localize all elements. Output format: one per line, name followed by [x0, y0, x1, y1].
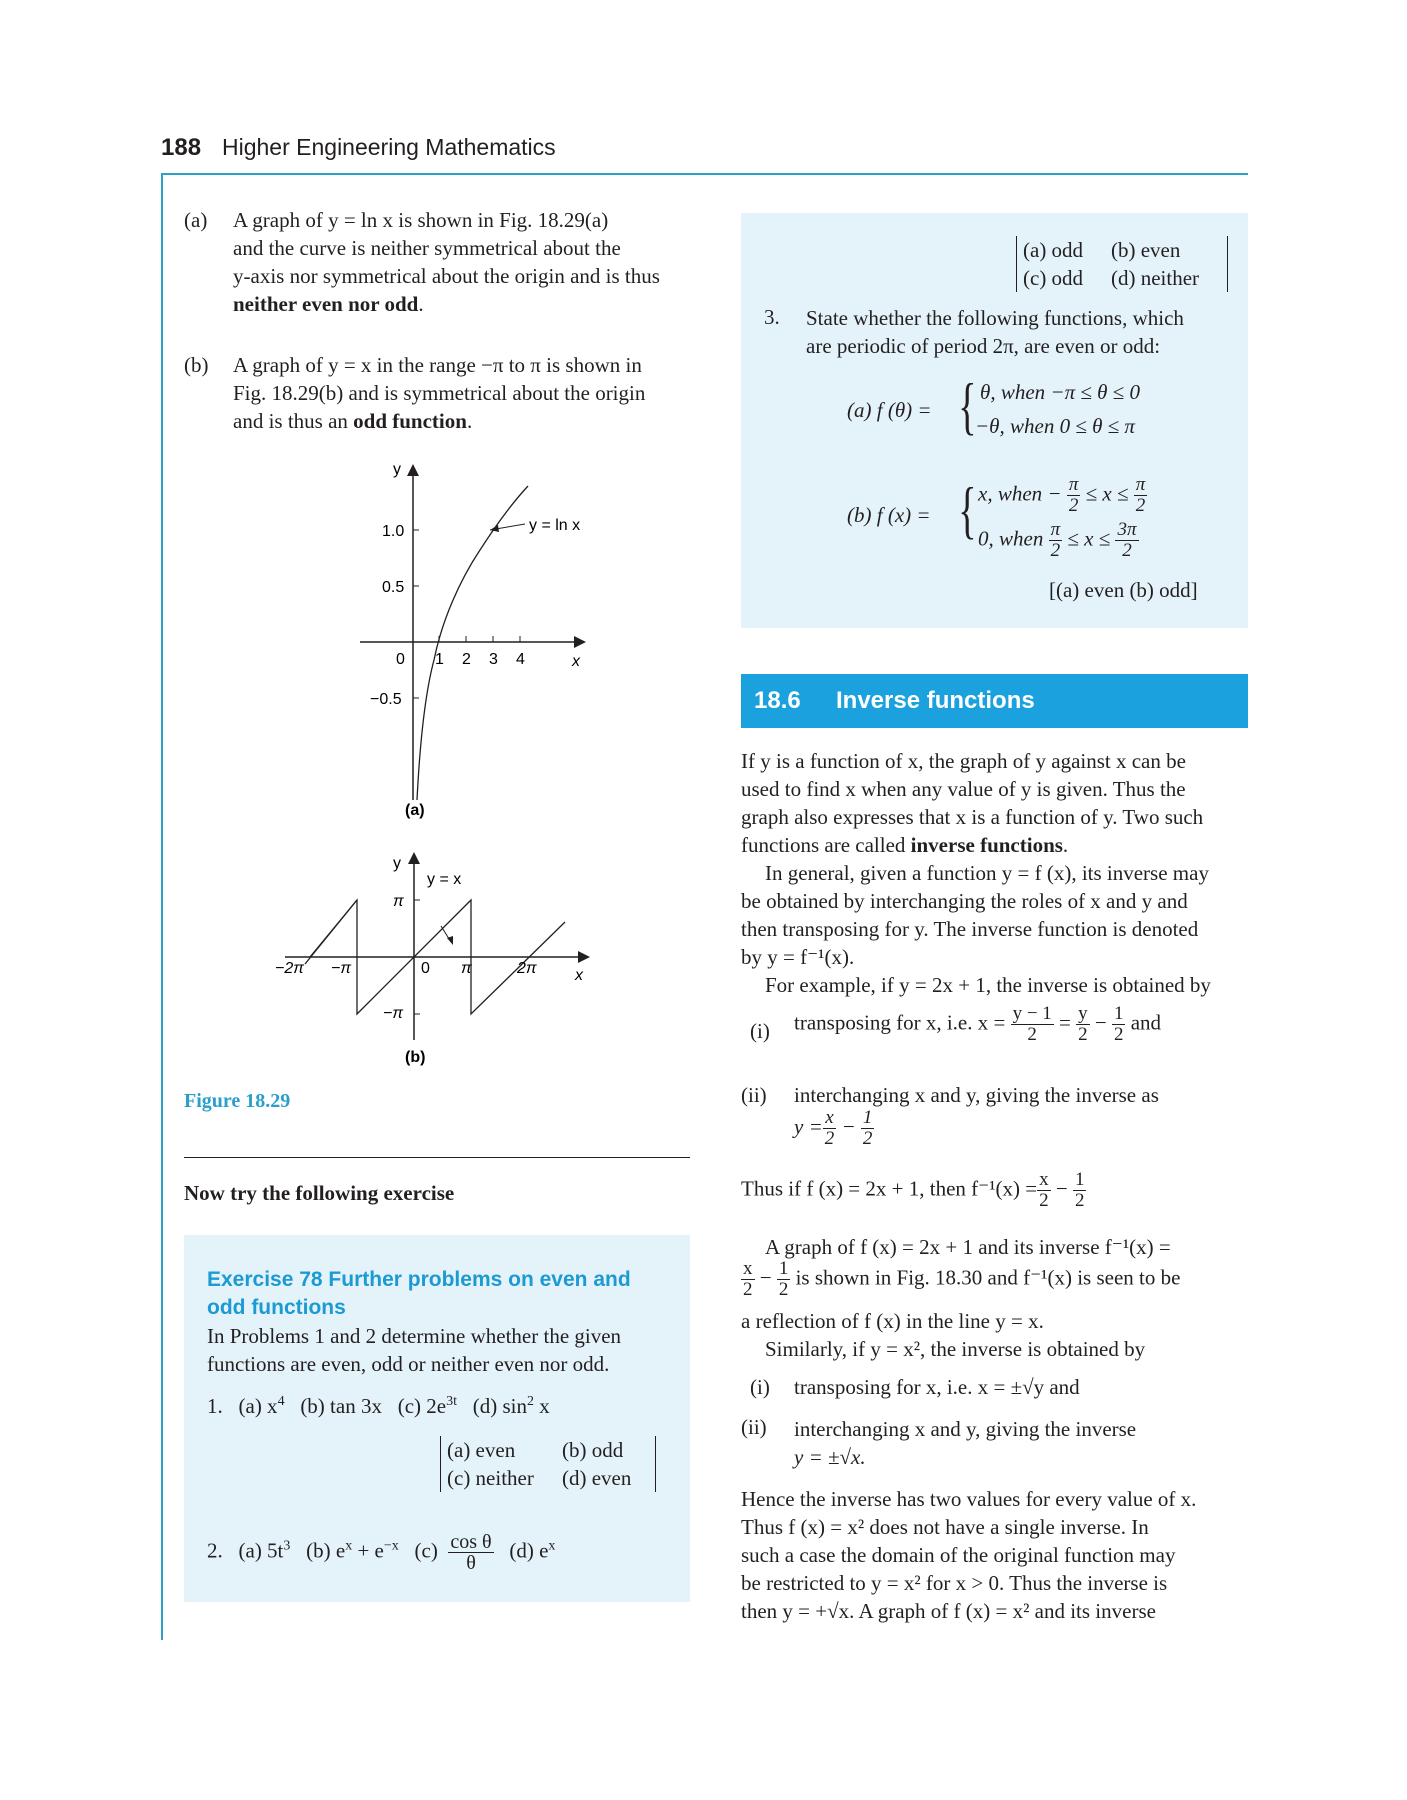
problem-1-answer: (a) even (b) odd (c) neither (d) even: [440, 1436, 656, 1492]
fig-b-xtick-2pi: 2π: [517, 960, 537, 977]
p3b-case-1: x, when − $\frac{\pi}{2}$ ≤ x ≤ $\frac{\pi}{2}$: [978, 474, 1146, 516]
graph-line-2: $\frac{x}{2}$ − $\frac{1}{2}$ is shown in Fig. 18.30 and f⁻¹(x) is seen to be: [743, 1258, 1181, 1300]
p3-answer: [(a) even (b) odd]: [1049, 578, 1198, 602]
problem-1: 1. (a) $x^4$ (b) tan 3x (c) $2e^{3t}$ (d) $\sin^2 x$: [207, 1394, 550, 1418]
fig-a-xtick-2: 2: [462, 651, 471, 668]
step-ii-text: interchanging x and y, giving the inverse as: [794, 1083, 1159, 1107]
hence-paragraph: Hence the inverse has two values for every value of x. Thus f (x) = x² does not have a single inverse. In such a case the domain of the original function may be restricted to y = x² for x > 0. Thus the inverse is then y = +√x. A graph of f (x) = x² and its inverse: [741, 1487, 1197, 1623]
step-i-text: transposing for x, i.e. x = $\frac{y - 1}{2}$ = $\frac{y}{2}$ − $\frac{1}{2}$ and: [794, 1003, 1162, 1045]
item-b-text: A graph of y = x in the range −π to π is shown in Fig. 18.29(b) and is symmetrical about the origin and is thus an odd function.: [233, 353, 646, 433]
fig-a-ytick-neg: −0.5: [370, 691, 402, 708]
fig-b-ytick-negpi: −π: [383, 1005, 404, 1022]
p3a-brace: {: [958, 370, 977, 441]
fig-b-caption: (b): [405, 1049, 426, 1066]
ln-curve: [417, 486, 528, 800]
fig-a-origin: 0: [396, 651, 405, 668]
figure-b-sawtooth-graph: [275, 850, 605, 1070]
header-rule: [161, 173, 1248, 175]
fig-a-x-label: x: [572, 653, 580, 670]
exercise-intro: In Problems 1 and 2 determine whether the given functions are even, odd or neither even nor odd.: [207, 1324, 622, 1376]
graph-line-1: A graph of f (x) = 2x + 1 and its inverse f⁻¹(x) =: [765, 1235, 1171, 1259]
p3b-lhs: (b) f (x) =: [847, 503, 931, 527]
step2-i-text: transposing for x, i.e. x = ±√y and: [794, 1375, 1080, 1399]
thus-line: Thus if f (x) = 2x + 1, then f⁻¹(x) = $\frac{x}{2}$ − $\frac{1}{2}$: [741, 1169, 1085, 1211]
x-axis-arrow: [574, 636, 586, 648]
fig-a-ytick-05: 0.5: [382, 579, 405, 596]
fig-a-xtick-4: 4: [516, 651, 525, 668]
try-heading: Now try the following exercise: [184, 1181, 455, 1205]
problem-3-text: State whether the following functions, which are periodic of period 2π, are even or odd:: [806, 306, 1184, 358]
fig-a-caption: (a): [405, 802, 425, 819]
fig-a-ytick-1: 1.0: [382, 523, 405, 540]
item-a-text: A graph of y = ln x is shown in Fig. 18.29(a) and the curve is neither symmetrical about the y-axis nor symmetrical about the origin and is thus neither even nor odd.: [233, 208, 660, 316]
p3b-brace: {: [958, 474, 977, 545]
p3a-lhs: (a) f (θ) =: [847, 398, 932, 422]
fig-b-xtick-neg2pi: −2π: [275, 960, 304, 977]
fig-a-xtick-1: 1: [435, 651, 444, 668]
margin-rule: [161, 173, 163, 1640]
separator: [184, 1157, 690, 1158]
exercise-title: Exercise 78 Further problems on even and odd functions: [207, 1268, 631, 1319]
fig-b-origin: 0: [421, 960, 430, 977]
book-title: Higher Engineering Mathematics: [222, 134, 556, 160]
y-axis-arrow: [407, 464, 419, 476]
fig-a-curve-label: y = ln x: [529, 517, 581, 534]
graph-line-3: a reflection of f (x) in the line y = x. Similarly, if y = x², the inverse is obtained by: [741, 1309, 1146, 1361]
fig-a-y-label: y: [393, 461, 401, 478]
p3b-case-2: 0, when $\frac{\pi}{2}$ ≤ x ≤ $\frac{3\pi}{2}$: [978, 519, 1137, 561]
item-a-label: (a): [184, 208, 208, 232]
fig-b-curve-label: y = x: [427, 871, 462, 888]
problem-1-2-answer: (a) odd (b) even (c) odd (d) neither: [1016, 236, 1228, 292]
body-intro: If y is a function of x, the graph of y against x can be used to find x when any value of y is given. Thus the graph also expresses that x is a function of y. Two such functions are called inverse functions. In general, given a function y = f (x), its inverse may be obtained by interchanging the roles of x and y and then transposing for y. The inverse function is denoted by y = f⁻¹(x). For example, if y = 2x + 1, the inverse is obtained by: [741, 749, 1211, 997]
fig-b-x-label: x: [575, 967, 583, 984]
item-b-label: (b): [184, 353, 209, 377]
page-number: 188: [161, 134, 202, 161]
p3a-case-2: −θ, when 0 ≤ θ ≤ π: [975, 414, 1135, 438]
fig-b-y-label: y: [393, 855, 401, 872]
figure-a-ln-graph: [350, 460, 600, 840]
problem-3-num: 3.: [764, 305, 780, 329]
fig-b-ytick-pi: π: [393, 893, 404, 910]
p3a-case-1: θ, when −π ≤ θ ≤ 0: [980, 380, 1140, 404]
step2-ii-text: interchanging x and y, giving the inverse y = ±√x.: [794, 1417, 1137, 1469]
step-ii-formula: y = $\frac{x}{2}$ − $\frac{1}{2}$: [794, 1107, 873, 1149]
step2-ii-label: (ii): [741, 1415, 767, 1439]
fig-a-xtick-3: 3: [489, 651, 498, 668]
fig-b-xtick-negpi: −π: [331, 960, 352, 977]
step2-i-label: (i): [750, 1375, 770, 1399]
section-title: Inverse functions: [836, 687, 1035, 714]
step-i-label: (i): [750, 1019, 770, 1043]
figure-caption: Figure 18.29: [184, 1090, 291, 1112]
fig-b-xtick-pi: π: [461, 960, 472, 977]
section-number: 18.6: [754, 687, 801, 714]
problem-2: 2. (a) $5t^3$ (b) $e^x + e^{-x}$ (c) $\frac{\text{cos θ}}{\theta}$ (d) $e^x$: [207, 1531, 556, 1574]
step-ii-label: (ii): [741, 1083, 767, 1107]
